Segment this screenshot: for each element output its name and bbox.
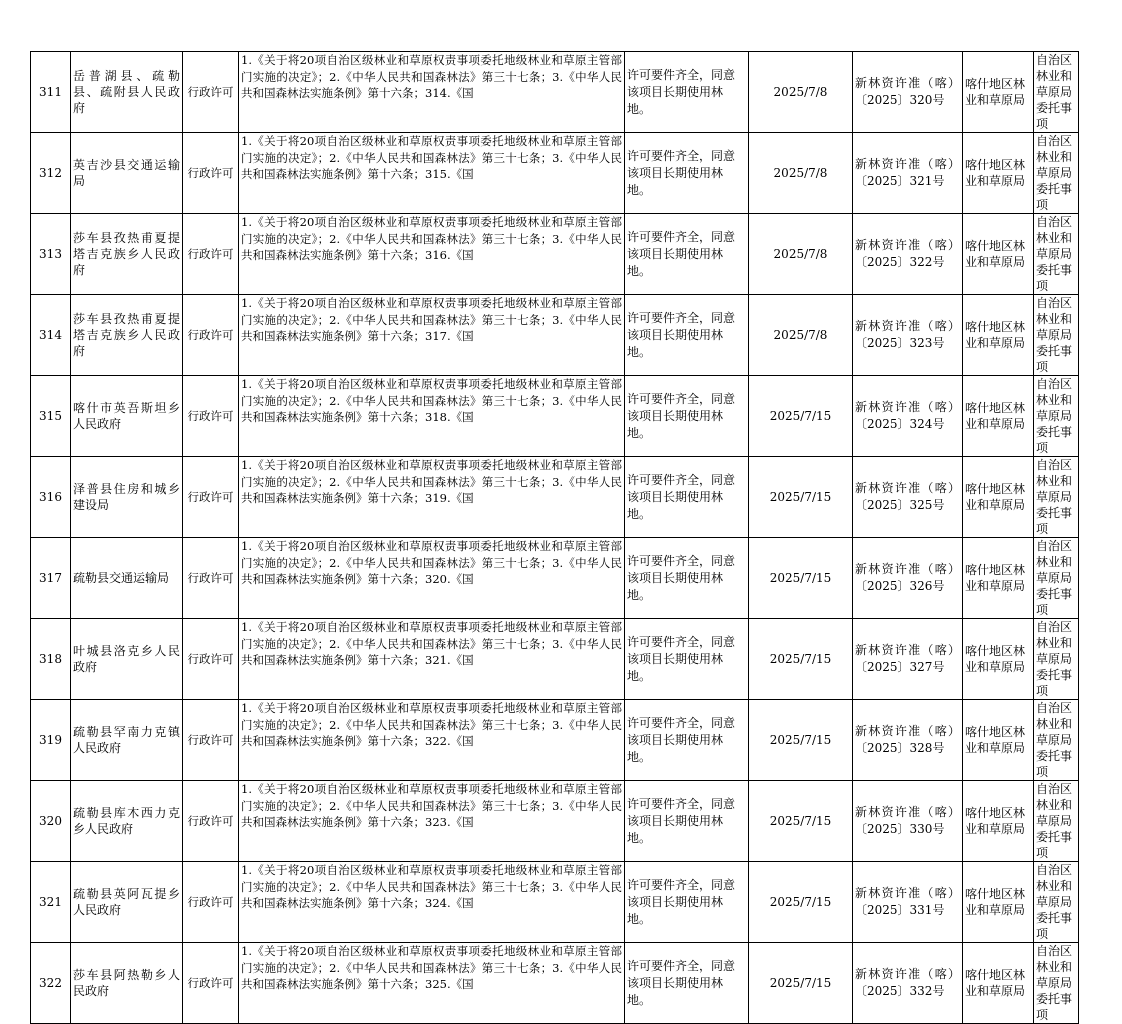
decision-date-cell: 2025/7/8 (749, 214, 853, 295)
decision-date-cell: 2025/7/15 (749, 781, 853, 862)
applicant-cell: 喀什市英吾斯坦乡人民政府 (71, 376, 183, 457)
document-number-cell: 新林资许准（喀）〔2025〕321号 (853, 133, 963, 214)
decision-date-cell: 2025/7/15 (749, 538, 853, 619)
document-number-cell: 新林资许准（喀）〔2025〕327号 (853, 619, 963, 700)
row-number-cell: 322 (31, 943, 71, 1024)
legal-basis-cell (239, 943, 625, 1024)
document-number-cell: 新林资许准（喀）〔2025〕330号 (853, 781, 963, 862)
legal-basis-text: 1.《关于将20项自治区级林业和草原权责事项委托地级林业和草原主管部门实施的决定》；2.《中华人民共和国森林法》第三十七条；3.《中华人民共和国森林法实施条例》第十六条；314.《国 (241, 53, 622, 100)
permit-type-cell: 行政许可 (183, 538, 239, 619)
result-cell: 许可要件齐全，同意该项目长期使用林地。 (625, 214, 749, 295)
remarks-cell: 自治区林业和草原局委托事项 (1034, 457, 1079, 538)
legal-basis-cell (239, 457, 625, 538)
legal-basis-text: 1.《关于将20项自治区级林业和草原权责事项委托地级林业和草原主管部门实施的决定》；2.《中华人民共和国森林法》第三十七条；3.《中华人民共和国森林法实施条例》第十六条；316.《国 (241, 215, 622, 262)
document-number-cell: 新林资许准（喀）〔2025〕320号 (853, 52, 963, 133)
document-number-cell: 新林资许准（喀）〔2025〕332号 (853, 943, 963, 1024)
issuing-authority-cell: 喀什地区林业和草原局 (963, 214, 1034, 295)
remarks-cell: 自治区林业和草原局委托事项 (1034, 700, 1079, 781)
remarks-cell: 自治区林业和草原局委托事项 (1034, 214, 1079, 295)
legal-basis-cell (239, 862, 625, 943)
legal-basis-cell (239, 214, 625, 295)
legal-basis-text: 1.《关于将20项自治区级林业和草原权责事项委托地级林业和草原主管部门实施的决定》；2.《中华人民共和国森林法》第三十七条；3.《中华人民共和国森林法实施条例》第十六条；323.《国 (241, 782, 622, 829)
table-row (31, 619, 1079, 700)
issuing-authority-cell: 喀什地区林业和草原局 (963, 943, 1034, 1024)
decision-date-cell: 2025/7/15 (749, 862, 853, 943)
applicant-cell: 泽普县住房和城乡建设局 (71, 457, 183, 538)
permit-type-cell: 行政许可 (183, 457, 239, 538)
remarks-cell: 自治区林业和草原局委托事项 (1034, 538, 1079, 619)
issuing-authority-cell: 喀什地区林业和草原局 (963, 538, 1034, 619)
table-row (31, 376, 1079, 457)
remarks-cell: 自治区林业和草原局委托事项 (1034, 943, 1079, 1024)
result-cell: 许可要件齐全，同意该项目长期使用林地。 (625, 376, 749, 457)
table-row (31, 214, 1079, 295)
legal-basis-cell (239, 295, 625, 376)
issuing-authority-cell: 喀什地区林业和草原局 (963, 457, 1034, 538)
permit-type-cell: 行政许可 (183, 781, 239, 862)
applicant-cell: 莎车县孜热甫夏提塔吉克族乡人民政府 (71, 214, 183, 295)
issuing-authority-cell: 喀什地区林业和草原局 (963, 376, 1034, 457)
applicant-cell: 疏勒县交通运输局 (71, 538, 183, 619)
result-cell: 许可要件齐全，同意该项目长期使用林地。 (625, 538, 749, 619)
issuing-authority-cell: 喀什地区林业和草原局 (963, 619, 1034, 700)
row-number-cell: 311 (31, 52, 71, 133)
remarks-cell: 自治区林业和草原局委托事项 (1034, 133, 1079, 214)
legal-basis-cell (239, 52, 625, 133)
document-number-cell: 新林资许准（喀）〔2025〕322号 (853, 214, 963, 295)
legal-basis-cell (239, 376, 625, 457)
applicant-cell: 疏勒县库木西力克乡人民政府 (71, 781, 183, 862)
row-number-cell: 313 (31, 214, 71, 295)
result-cell: 许可要件齐全，同意该项目长期使用林地。 (625, 781, 749, 862)
legal-basis-text: 1.《关于将20项自治区级林业和草原权责事项委托地级林业和草原主管部门实施的决定》；2.《中华人民共和国森林法》第三十七条；3.《中华人民共和国森林法实施条例》第十六条；324.《国 (241, 863, 622, 910)
permit-type-cell: 行政许可 (183, 943, 239, 1024)
table-row (31, 943, 1079, 1024)
row-number-cell: 318 (31, 619, 71, 700)
result-cell: 许可要件齐全，同意该项目长期使用林地。 (625, 862, 749, 943)
result-cell: 许可要件齐全，同意该项目长期使用林地。 (625, 133, 749, 214)
remarks-cell: 自治区林业和草原局委托事项 (1034, 376, 1079, 457)
permit-type-cell: 行政许可 (183, 862, 239, 943)
permit-type-cell: 行政许可 (183, 700, 239, 781)
issuing-authority-cell: 喀什地区林业和草原局 (963, 133, 1034, 214)
applicant-cell: 岳普湖县、疏勒县、疏附县人民政府 (71, 52, 183, 133)
result-cell: 许可要件齐全，同意该项目长期使用林地。 (625, 943, 749, 1024)
table-body (31, 52, 1079, 1024)
decision-date-cell: 2025/7/15 (749, 700, 853, 781)
legal-basis-text: 1.《关于将20项自治区级林业和草原权责事项委托地级林业和草原主管部门实施的决定》；2.《中华人民共和国森林法》第三十七条；3.《中华人民共和国森林法实施条例》第十六条；320.《国 (241, 539, 622, 586)
remarks-cell: 自治区林业和草原局委托事项 (1034, 862, 1079, 943)
permit-type-cell: 行政许可 (183, 619, 239, 700)
document-number-cell: 新林资许准（喀）〔2025〕324号 (853, 376, 963, 457)
permit-type-cell: 行政许可 (183, 376, 239, 457)
legal-basis-cell (239, 700, 625, 781)
legal-basis-cell (239, 538, 625, 619)
legal-basis-text: 1.《关于将20项自治区级林业和草原权责事项委托地级林业和草原主管部门实施的决定》；2.《中华人民共和国森林法》第三十七条；3.《中华人民共和国森林法实施条例》第十六条；325.《国 (241, 944, 622, 991)
decision-date-cell: 2025/7/8 (749, 133, 853, 214)
applicant-cell: 疏勒县英阿瓦提乡人民政府 (71, 862, 183, 943)
row-number-cell: 317 (31, 538, 71, 619)
document-number-cell: 新林资许准（喀）〔2025〕326号 (853, 538, 963, 619)
document-number-cell: 新林资许准（喀）〔2025〕325号 (853, 457, 963, 538)
decision-date-cell: 2025/7/8 (749, 295, 853, 376)
document-number-cell: 新林资许准（喀）〔2025〕323号 (853, 295, 963, 376)
remarks-cell: 自治区林业和草原局委托事项 (1034, 781, 1079, 862)
result-cell: 许可要件齐全，同意该项目长期使用林地。 (625, 457, 749, 538)
decision-date-cell: 2025/7/15 (749, 619, 853, 700)
table-row (31, 538, 1079, 619)
permit-type-cell: 行政许可 (183, 295, 239, 376)
applicant-cell: 英吉沙县交通运输局 (71, 133, 183, 214)
legal-basis-text: 1.《关于将20项自治区级林业和草原权责事项委托地级林业和草原主管部门实施的决定》；2.《中华人民共和国森林法》第三十七条；3.《中华人民共和国森林法实施条例》第十六条；321.《国 (241, 620, 622, 667)
applicant-cell: 莎车县孜热甫夏提塔吉克族乡人民政府 (71, 295, 183, 376)
table-row (31, 295, 1079, 376)
document-number-cell: 新林资许准（喀）〔2025〕331号 (853, 862, 963, 943)
applicant-cell: 叶城县洛克乡人民政府 (71, 619, 183, 700)
row-number-cell: 315 (31, 376, 71, 457)
applicant-cell: 莎车县阿热勒乡人民政府 (71, 943, 183, 1024)
table-row (31, 52, 1079, 133)
permit-table (30, 51, 1079, 1024)
row-number-cell: 314 (31, 295, 71, 376)
legal-basis-text: 1.《关于将20项自治区级林业和草原权责事项委托地级林业和草原主管部门实施的决定》；2.《中华人民共和国森林法》第三十七条；3.《中华人民共和国森林法实施条例》第十六条；315.《国 (241, 134, 622, 181)
remarks-cell: 自治区林业和草原局委托事项 (1034, 619, 1079, 700)
legal-basis-cell (239, 133, 625, 214)
document-number-cell: 新林资许准（喀）〔2025〕328号 (853, 700, 963, 781)
table-row (31, 457, 1079, 538)
issuing-authority-cell: 喀什地区林业和草原局 (963, 781, 1034, 862)
legal-basis-text: 1.《关于将20项自治区级林业和草原权责事项委托地级林业和草原主管部门实施的决定》；2.《中华人民共和国森林法》第三十七条；3.《中华人民共和国森林法实施条例》第十六条；322.《国 (241, 701, 622, 748)
row-number-cell: 316 (31, 457, 71, 538)
issuing-authority-cell: 喀什地区林业和草原局 (963, 295, 1034, 376)
issuing-authority-cell: 喀什地区林业和草原局 (963, 700, 1034, 781)
decision-date-cell: 2025/7/15 (749, 376, 853, 457)
result-cell: 许可要件齐全，同意该项目长期使用林地。 (625, 700, 749, 781)
result-cell: 许可要件齐全，同意该项目长期使用林地。 (625, 52, 749, 133)
row-number-cell: 312 (31, 133, 71, 214)
permit-type-cell: 行政许可 (183, 52, 239, 133)
result-cell: 许可要件齐全，同意该项目长期使用林地。 (625, 619, 749, 700)
legal-basis-text: 1.《关于将20项自治区级林业和草原权责事项委托地级林业和草原主管部门实施的决定》；2.《中华人民共和国森林法》第三十七条；3.《中华人民共和国森林法实施条例》第十六条；319.《国 (241, 458, 622, 505)
decision-date-cell: 2025/7/15 (749, 943, 853, 1024)
row-number-cell: 321 (31, 862, 71, 943)
applicant-cell: 疏勒县罕南力克镇人民政府 (71, 700, 183, 781)
issuing-authority-cell: 喀什地区林业和草原局 (963, 52, 1034, 133)
permit-type-cell: 行政许可 (183, 133, 239, 214)
legal-basis-text: 1.《关于将20项自治区级林业和草原权责事项委托地级林业和草原主管部门实施的决定》；2.《中华人民共和国森林法》第三十七条；3.《中华人民共和国森林法实施条例》第十六条；318.《国 (241, 377, 622, 424)
table-row (31, 133, 1079, 214)
table-row (31, 700, 1079, 781)
permit-type-cell: 行政许可 (183, 214, 239, 295)
remarks-cell: 自治区林业和草原局委托事项 (1034, 295, 1079, 376)
result-cell: 许可要件齐全，同意该项目长期使用林地。 (625, 295, 749, 376)
row-number-cell: 320 (31, 781, 71, 862)
issuing-authority-cell: 喀什地区林业和草原局 (963, 862, 1034, 943)
legal-basis-text: 1.《关于将20项自治区级林业和草原权责事项委托地级林业和草原主管部门实施的决定》；2.《中华人民共和国森林法》第三十七条；3.《中华人民共和国森林法实施条例》第十六条；317.《国 (241, 296, 622, 343)
remarks-cell: 自治区林业和草原局委托事项 (1034, 52, 1079, 133)
row-number-cell: 319 (31, 700, 71, 781)
decision-date-cell: 2025/7/15 (749, 457, 853, 538)
table-row (31, 862, 1079, 943)
decision-date-cell: 2025/7/8 (749, 52, 853, 133)
legal-basis-cell (239, 619, 625, 700)
